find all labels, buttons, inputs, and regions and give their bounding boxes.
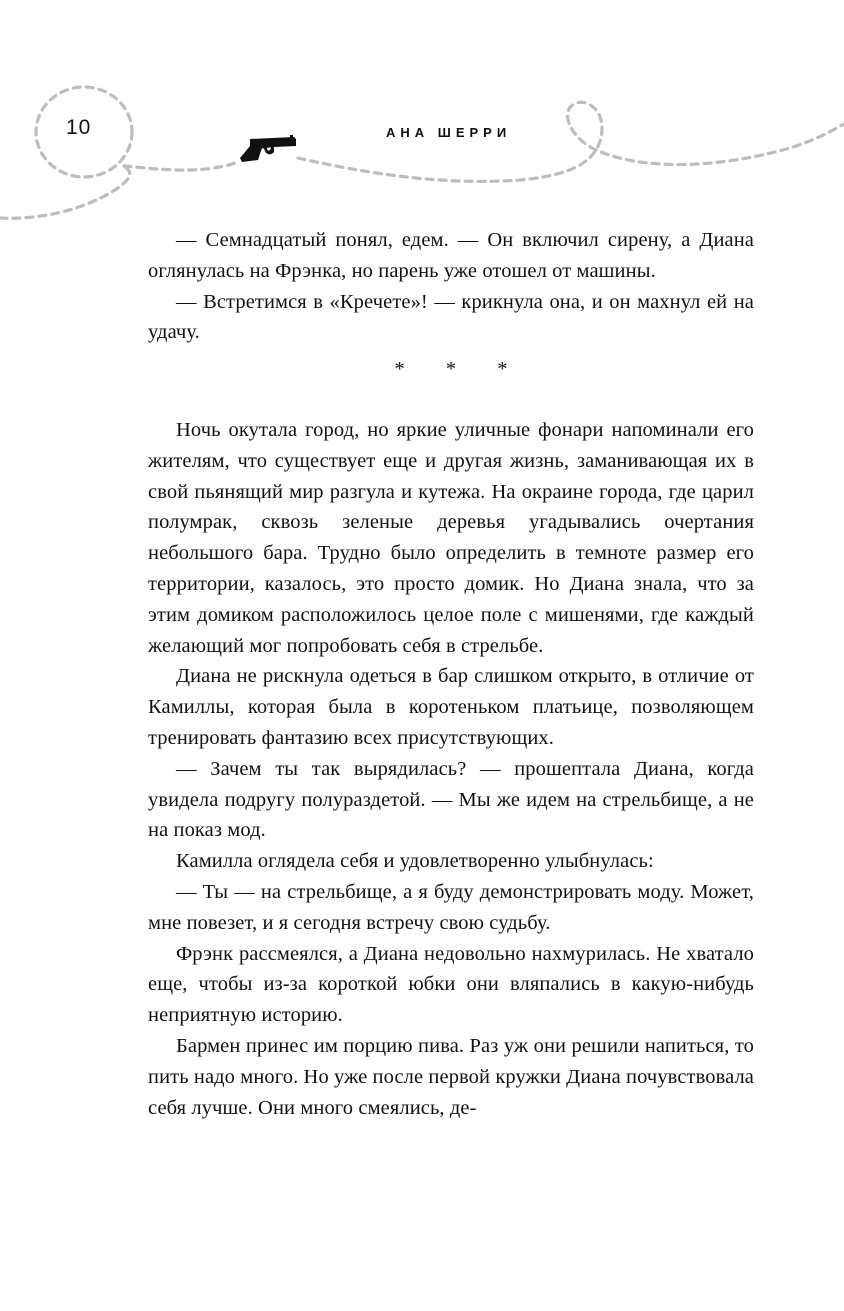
- paragraph: Диана не рискнула одеться в бар слишком открыто, в отличие от Камиллы, которая была в коротеньком платьице, позволяющем тренировать фантазию всех присутствующих.: [148, 665, 754, 749]
- mid-dashed-trail: [124, 162, 238, 170]
- running-head: АНА ШЕРРИ: [386, 125, 512, 140]
- pistol-icon: [236, 130, 298, 164]
- paragraph: Ночь окутала город, но яркие уличные фонари напоминали его жителям, что существует еще и другая жизнь, заманивающая их в свой пьянящий мир разгула и кутежа. На окраине города, где царил полумрак, сквозь зеленые деревья угадывались очертания небольшого бара. Трудно было определить в темноте размер его территории, казалось, это просто домик. Но Диана знала, что за этим домиком расположилось целое поле с мишенями, где каждый желающий мог попробовать себя в стрельбе.: [148, 418, 754, 657]
- paragraph: Бармен принес им порцию пива. Раз уж они решили напиться, то пить надо много. Но уже после первой кружки Диана почувствовала себя лучше. Они много смеялись, де-: [148, 1034, 754, 1119]
- page-number: 10: [66, 116, 92, 139]
- body-text: [148, 225, 754, 1123]
- right-dashed-trail: [298, 102, 844, 181]
- paragraph: — Встретимся в «Кречете»! — крикнула она, и он махнул ей на удачу.: [148, 290, 754, 344]
- paragraph: — Семнадцатый понял, едем. — Он включил сирену, а Диана оглянулась на Фрэнка, но парень уже отошел от машины.: [148, 229, 754, 282]
- paragraph: — Ты — на стрельбище, а я буду демонстрировать моду. Может, мне повезет, и я сегодня встречу свою судьбу.: [148, 880, 754, 934]
- section-separator: * * *: [394, 358, 526, 381]
- paragraph: Фрэнк рассмеялся, а Диана недовольно нахмурилась. Не хватало еще, чтобы из-за короткой юбки они вляпались в какую-нибудь неприятную историю.: [148, 942, 754, 1027]
- paragraph: — Зачем ты так вырядилась? — прошептала Диана, когда увидела подругу полураздетой. — Мы же идем на стрельбище, а не на показ мод.: [148, 757, 754, 842]
- paragraph: Камилла оглядела себя и удовлетворенно улыбнулась:: [176, 850, 654, 873]
